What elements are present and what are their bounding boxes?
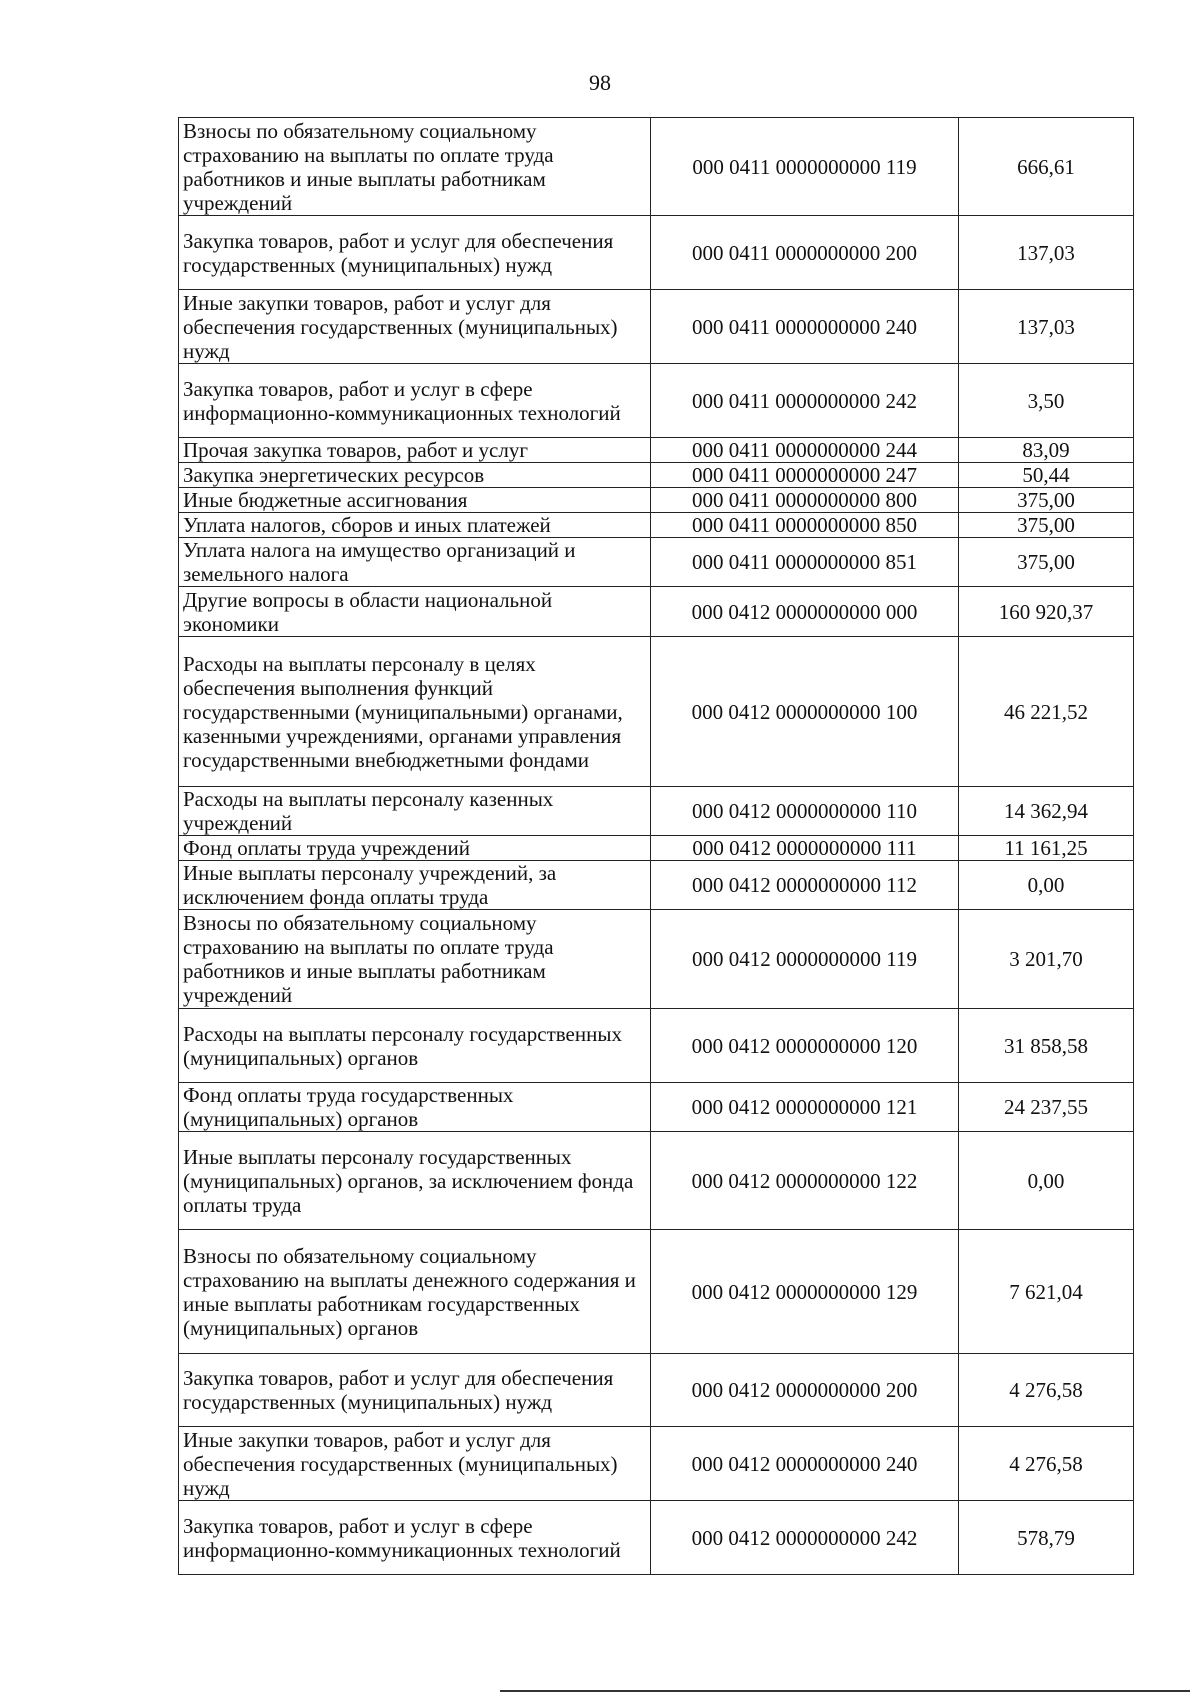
amount: 3 201,70 xyxy=(959,910,1134,1009)
table-row xyxy=(179,1501,1134,1575)
amount: 578,79 xyxy=(959,1501,1134,1575)
amount: 4 276,58 xyxy=(959,1427,1134,1501)
budget-code: 000 0412 0000000000 119 xyxy=(651,910,959,1009)
table-row xyxy=(179,1009,1134,1083)
amount: 7 621,04 xyxy=(959,1230,1134,1354)
budget-code: 000 0412 0000000000 242 xyxy=(651,1501,959,1575)
amount: 0,00 xyxy=(959,861,1134,910)
amount: 24 237,55 xyxy=(959,1083,1134,1132)
amount: 375,00 xyxy=(959,538,1134,587)
amount: 375,00 xyxy=(959,513,1134,538)
expense-name: Закупка энергетических ресурсов xyxy=(179,463,651,488)
expense-name: Иные выплаты персоналу учреждений, за исключением фонда оплаты труда xyxy=(179,861,651,910)
table-row xyxy=(179,587,1134,637)
bottom-divider xyxy=(500,1690,1190,1692)
budget-code: 000 0412 0000000000 120 xyxy=(651,1009,959,1083)
expense-name: Уплата налогов, сборов и иных платежей xyxy=(179,513,651,538)
table-row xyxy=(179,861,1134,910)
table-row xyxy=(179,1354,1134,1427)
table-row xyxy=(179,787,1134,836)
amount: 50,44 xyxy=(959,463,1134,488)
expense-name: Иные закупки товаров, работ и услуг для обеспечения государственных (муниципальных) нужд xyxy=(179,290,651,364)
amount: 137,03 xyxy=(959,216,1134,290)
expense-name: Фонд оплаты труда государственных (муниципальных) органов xyxy=(179,1083,651,1132)
amount: 666,61 xyxy=(959,118,1134,216)
budget-code: 000 0412 0000000000 000 xyxy=(651,587,959,637)
expense-name: Закупка товаров, работ и услуг для обеспечения государственных (муниципальных) нужд xyxy=(179,216,651,290)
amount: 137,03 xyxy=(959,290,1134,364)
budget-code: 000 0412 0000000000 129 xyxy=(651,1230,959,1354)
table-row xyxy=(179,1132,1134,1230)
amount: 11 161,25 xyxy=(959,836,1134,861)
expense-name: Расходы на выплаты персоналу в целях обеспечения выполнения функций государственными (муниципальными) органами, казенными учреждениями, органами управления государственными внебюджетными фондами xyxy=(179,637,651,787)
budget-code: 000 0411 0000000000 850 xyxy=(651,513,959,538)
expense-name: Фонд оплаты труда учреждений xyxy=(179,836,651,861)
expense-name: Прочая закупка товаров, работ и услуг xyxy=(179,438,651,463)
expense-name: Уплата налога на имущество организаций и земельного налога xyxy=(179,538,651,587)
budget-code: 000 0412 0000000000 112 xyxy=(651,861,959,910)
page-number: 98 xyxy=(589,70,611,95)
budget-code: 000 0412 0000000000 100 xyxy=(651,637,959,787)
budget-code: 000 0412 0000000000 121 xyxy=(651,1083,959,1132)
expense-name: Расходы на выплаты персоналу казенных учреждений xyxy=(179,787,651,836)
table-row xyxy=(179,1230,1134,1354)
expense-name: Иные выплаты персоналу государственных (муниципальных) органов, за исключением фонда оплаты труда xyxy=(179,1132,651,1230)
budget-code: 000 0411 0000000000 200 xyxy=(651,216,959,290)
table-row xyxy=(179,216,1134,290)
amount: 46 221,52 xyxy=(959,637,1134,787)
expense-name: Расходы на выплаты персоналу государственных (муниципальных) органов xyxy=(179,1009,651,1083)
expense-name: Взносы по обязательному социальному страхованию на выплаты по оплате труда работников и иные выплаты работникам учреждений xyxy=(179,910,651,1009)
budget-code: 000 0412 0000000000 200 xyxy=(651,1354,959,1427)
table-row xyxy=(179,488,1134,513)
table-row xyxy=(179,513,1134,538)
budget-code: 000 0411 0000000000 800 xyxy=(651,488,959,513)
table-row xyxy=(179,538,1134,587)
expense-name: Закупка товаров, работ и услуг для обеспечения государственных (муниципальных) нужд xyxy=(179,1354,651,1427)
expense-name: Закупка товаров, работ и услуг в сфере информационно-коммуникационных технологий xyxy=(179,364,651,438)
budget-code: 000 0411 0000000000 242 xyxy=(651,364,959,438)
table-row xyxy=(179,1427,1134,1501)
amount: 160 920,37 xyxy=(959,587,1134,637)
budget-code: 000 0412 0000000000 122 xyxy=(651,1132,959,1230)
table-row xyxy=(179,1083,1134,1132)
amount: 375,00 xyxy=(959,488,1134,513)
budget-code: 000 0412 0000000000 110 xyxy=(651,787,959,836)
amount: 3,50 xyxy=(959,364,1134,438)
amount: 14 362,94 xyxy=(959,787,1134,836)
amount: 31 858,58 xyxy=(959,1009,1134,1083)
budget-code: 000 0411 0000000000 851 xyxy=(651,538,959,587)
table-row xyxy=(179,438,1134,463)
table-row xyxy=(179,836,1134,861)
table-row xyxy=(179,364,1134,438)
expense-name: Другие вопросы в области национальной экономики xyxy=(179,587,651,637)
budget-code: 000 0412 0000000000 111 xyxy=(651,836,959,861)
budget-code: 000 0412 0000000000 240 xyxy=(651,1427,959,1501)
amount: 83,09 xyxy=(959,438,1134,463)
expense-name: Закупка товаров, работ и услуг в сфере информационно-коммуникационных технологий xyxy=(179,1501,651,1575)
budget-code: 000 0411 0000000000 240 xyxy=(651,290,959,364)
expense-name: Взносы по обязательному социальному страхованию на выплаты денежного содержания и иные выплаты работникам государственных (муниципальных) органов xyxy=(179,1230,651,1354)
budget-code: 000 0411 0000000000 244 xyxy=(651,438,959,463)
table-row xyxy=(179,118,1134,216)
expense-name: Взносы по обязательному социальному страхованию на выплаты по оплате труда работников и иные выплаты работникам учреждений xyxy=(179,118,651,216)
table-row xyxy=(179,463,1134,488)
budget-code: 000 0411 0000000000 247 xyxy=(651,463,959,488)
amount: 4 276,58 xyxy=(959,1354,1134,1427)
expense-name: Иные бюджетные ассигнования xyxy=(179,488,651,513)
table-row xyxy=(179,910,1134,1009)
table-row xyxy=(179,290,1134,364)
budget-code: 000 0411 0000000000 119 xyxy=(651,118,959,216)
amount: 0,00 xyxy=(959,1132,1134,1230)
budget-table xyxy=(178,117,1134,1575)
table-row xyxy=(179,637,1134,787)
expense-name: Иные закупки товаров, работ и услуг для обеспечения государственных (муниципальных) нужд xyxy=(179,1427,651,1501)
